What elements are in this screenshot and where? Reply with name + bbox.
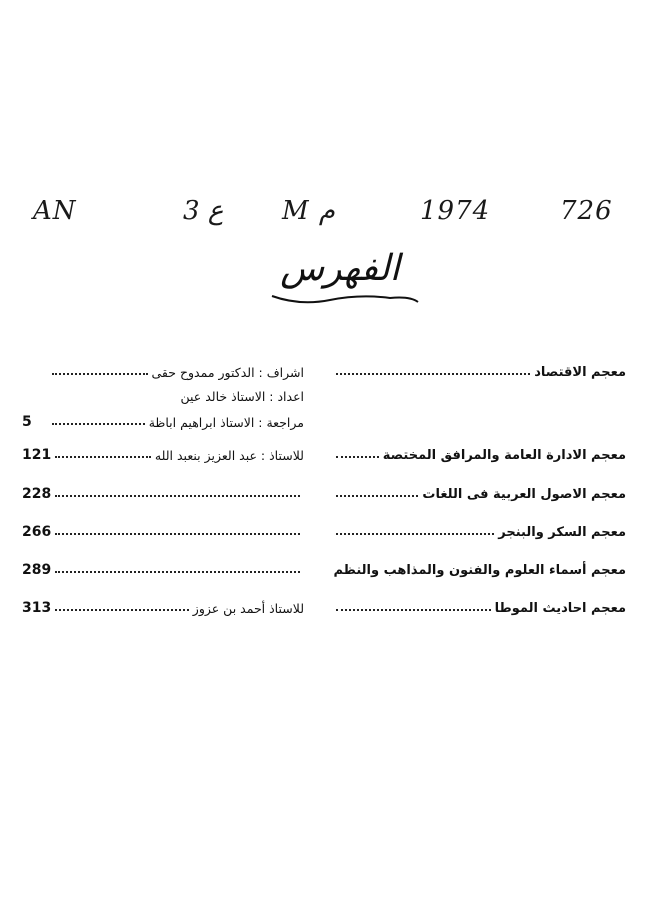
index-entry bbox=[22, 596, 626, 616]
dictionary-cell bbox=[333, 558, 626, 578]
leader-dots bbox=[336, 372, 530, 375]
dictionary-title: معجم الاصول العربية فى اللغات bbox=[422, 487, 626, 502]
credit-line bbox=[22, 384, 304, 404]
dictionary-cell bbox=[336, 482, 626, 502]
credit-text: للاستاذ : عبد العزيز بنعبد الله bbox=[154, 448, 304, 463]
leader-dots bbox=[336, 455, 379, 458]
page-number: 228 bbox=[22, 486, 52, 502]
handwritten-catalog-year: 1974 bbox=[420, 196, 491, 226]
credit-line bbox=[22, 360, 304, 380]
dictionary-title: معجم الادارة العامة والمرافق المختصة bbox=[382, 448, 626, 463]
leader-dots bbox=[55, 532, 300, 535]
page-number: 121 bbox=[22, 447, 52, 463]
credit-line bbox=[22, 410, 304, 430]
leader-dots bbox=[55, 494, 300, 497]
page-number: 266 bbox=[22, 524, 52, 540]
handwritten-catalog-code: M م bbox=[282, 196, 335, 226]
dictionary-title: معجم السكر والبنجر bbox=[498, 525, 626, 540]
index-entry-continued bbox=[22, 410, 626, 430]
index-entry bbox=[22, 520, 626, 540]
leader-space bbox=[52, 398, 176, 399]
leader-dots bbox=[55, 608, 189, 611]
credit-text: للاستاذ أحمد بن عزوز bbox=[192, 601, 304, 616]
leader-dots bbox=[336, 608, 491, 611]
dictionary-cell bbox=[336, 360, 626, 380]
leader-dots bbox=[55, 455, 151, 458]
leader-dots bbox=[336, 532, 494, 535]
dictionary-cell bbox=[336, 520, 626, 540]
dictionary-cell bbox=[336, 596, 626, 616]
credit-line bbox=[22, 558, 304, 578]
handwritten-catalog-code: 3 ع bbox=[183, 196, 224, 226]
dictionary-title: معجم الاقتصاد bbox=[534, 365, 626, 380]
index-entry bbox=[22, 482, 626, 502]
credit-text: اشراف : الدكتور ممدوح حقى bbox=[151, 365, 304, 380]
leader-dots bbox=[55, 570, 300, 573]
handwritten-catalog-number: 726 bbox=[560, 196, 613, 226]
handwritten-catalog-code: AN bbox=[33, 196, 77, 226]
index-entry-continued bbox=[22, 384, 626, 404]
page-number: 289 bbox=[22, 562, 52, 578]
index-entry bbox=[22, 558, 626, 578]
index-entry bbox=[22, 443, 626, 463]
leader-dots bbox=[52, 372, 148, 375]
leader-dots bbox=[52, 422, 145, 425]
credit-line bbox=[22, 482, 304, 502]
dictionary-title: معجم احاديث الموطا bbox=[494, 601, 626, 616]
leader-dots bbox=[336, 494, 418, 497]
credit-line bbox=[22, 520, 304, 540]
page-number: 5 bbox=[22, 414, 32, 430]
credit-text: مراجعة : الاستاذ ابراهيم اباظة bbox=[148, 415, 304, 430]
title-flourish bbox=[270, 292, 420, 306]
index-entry bbox=[22, 360, 626, 380]
credit-text: اعداد : الاستاذ خالد عين bbox=[180, 389, 304, 404]
index-title: الفهرس bbox=[280, 248, 400, 289]
page-number: 313 bbox=[22, 600, 52, 616]
credit-line bbox=[22, 443, 304, 463]
dictionary-cell bbox=[336, 443, 626, 463]
credit-line bbox=[22, 596, 304, 616]
dictionary-title: معجم أسماء العلوم والفنون والمذاهب والنظم bbox=[333, 563, 626, 578]
